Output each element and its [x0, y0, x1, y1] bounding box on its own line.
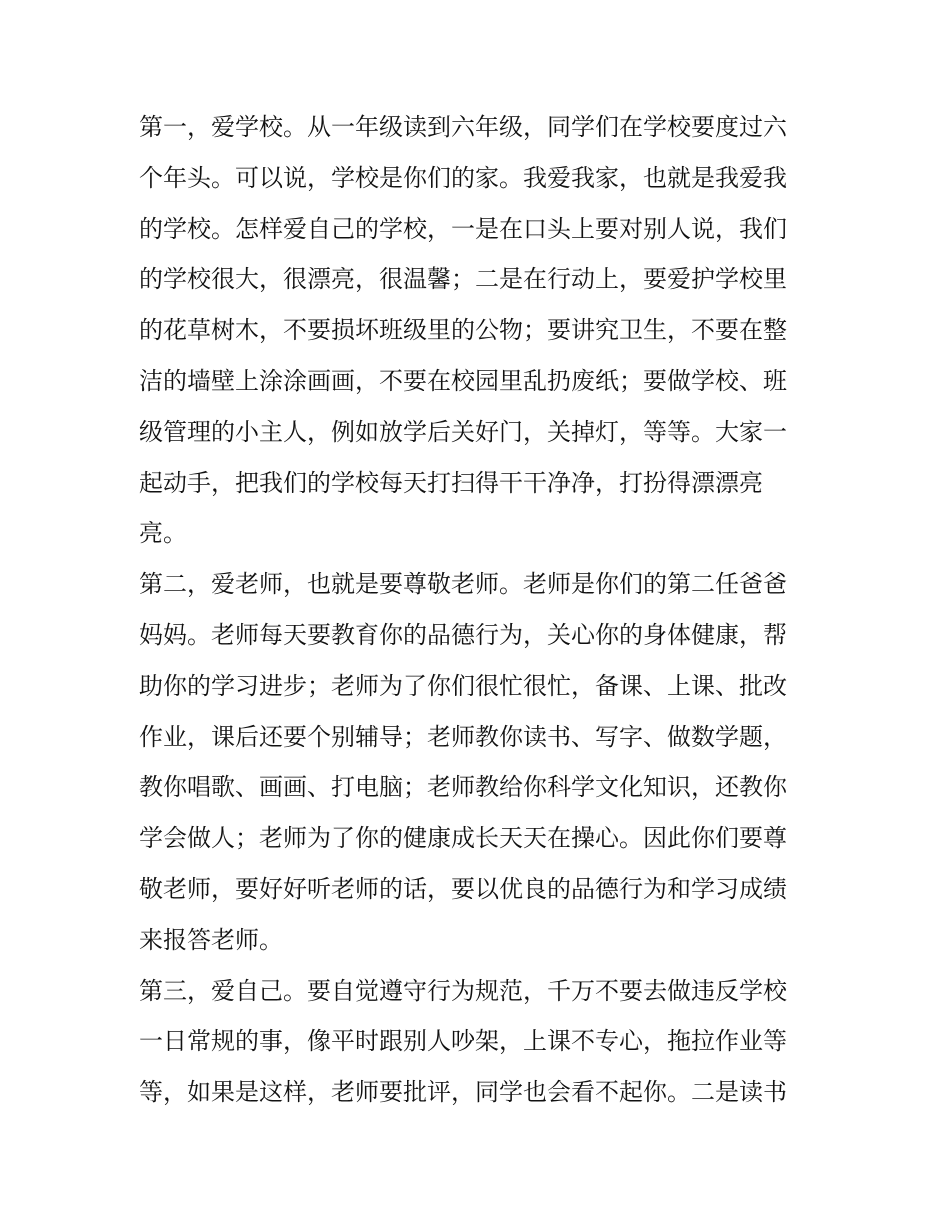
text-line: 亮。 — [139, 519, 187, 548]
text-line: 第二，爱老师，也就是要尊敬老师。老师是你们的第二任爸爸 — [139, 570, 787, 599]
text-line: 洁的墙壁上涂涂画画，不要在校园里乱扔废纸；要做学校、班 — [139, 366, 787, 395]
text-line: 敬老师，要好好听老师的话，要以优良的品德行为和学习成绩 — [139, 874, 787, 903]
text-line: 的学校很大，很漂亮，很温馨；二是在行动上，要爱护学校里 — [139, 265, 787, 294]
text-line: 助你的学习进步；老师为了你们很忙很忙，备课、上课、批改 — [139, 671, 787, 700]
text-line: 第一，爱学校。从一年级读到六年级，同学们在学校要度过六 — [139, 113, 787, 141]
text-line: 来报答老师。 — [139, 925, 283, 954]
text-line: 妈妈。老师每天要教育你的品德行为，关心你的身体健康，帮 — [139, 620, 787, 649]
text-line: 第三，爱自己。要自觉遵守行为规范，千万不要去做违反学校 — [139, 976, 787, 1005]
text-line: 的花草树木，不要损坏班级里的公物；要讲究卫生，不要在整 — [139, 316, 787, 345]
document-body — [139, 102, 819, 1118]
text-line: 的学校。怎样爱自己的学校，一是在口头上要对别人说，我们 — [139, 214, 787, 243]
text-line: 教你唱歌、画画、打电脑；老师教给你科学文化知识，还教你 — [139, 773, 787, 802]
text-line: 作业，课后还要个别辅导；老师教你读书、写字、做数学题， — [139, 722, 787, 751]
text-line: 等，如果是这样，老师要批评，同学也会看不起你。二是读书 — [139, 1078, 787, 1107]
text-line: 级管理的小主人，例如放学后关好门，关掉灯，等等。大家一 — [139, 417, 787, 446]
text-line: 一日常规的事，像平时跟别人吵架，上课不专心，拖拉作业等 — [139, 1027, 787, 1056]
text-line: 起动手，把我们的学校每天打扫得干干净净，打扮得漂漂亮 — [139, 468, 763, 497]
text-line: 个年头。可以说，学校是你们的家。我爱我家，也就是我爱我 — [139, 163, 787, 192]
text-line: 学会做人；老师为了你的健康成长天天在操心。因此你们要尊 — [139, 824, 787, 853]
